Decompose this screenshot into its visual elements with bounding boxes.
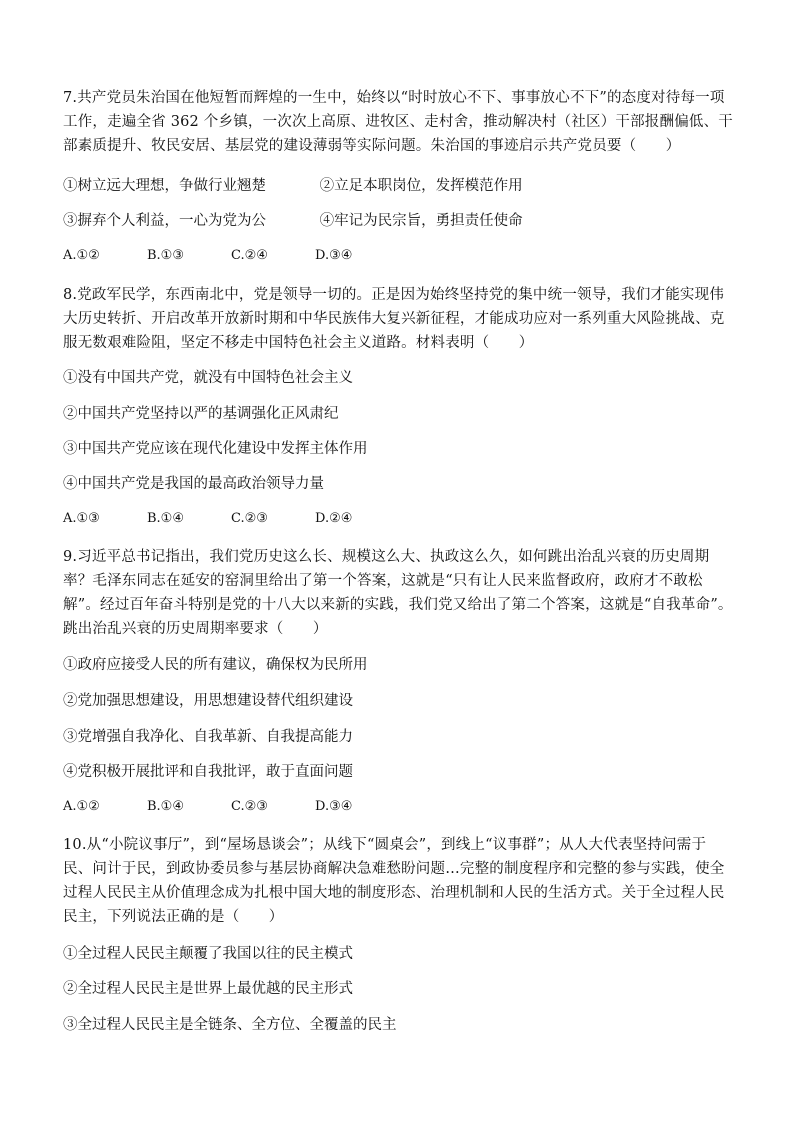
question-8-choice-a: A.①③ bbox=[63, 511, 100, 526]
question-9-stem: 9.习近平总书记指出，我们党历史这么长、规模这么大、执政这么久，如何跳出治乱兴衰的历史周期率？毛泽东同志在延安的窑洞里给出了第一个答案，这就是“只有让人民来监督政府，政府才不敢松解”。经过百年奋斗特别是党的十八大以来新的实践，我们党又给出了第二个答案，这就是“自我革命”。跳出治乱兴衰的历史周期率要求（ ） bbox=[63, 549, 733, 637]
question-7-choice-c: C.②④ bbox=[231, 248, 268, 263]
question-9-choice-b: B.①④ bbox=[147, 799, 184, 814]
question-9-choice-c: C.②③ bbox=[231, 799, 268, 814]
question-7-items-row-2 bbox=[63, 211, 523, 231]
question-10-item-2: ②全过程人民民主是世界上最优越的民主形式 bbox=[63, 981, 353, 997]
question-9-choices bbox=[63, 797, 399, 817]
question-7-items-row-1 bbox=[63, 176, 523, 196]
question-7-choice-a: A.①② bbox=[63, 248, 100, 263]
question-10-item-3: ③全过程人民民主是全链条、全方位、全覆盖的民主 bbox=[63, 1017, 397, 1033]
question-8-choice-d: D.②④ bbox=[315, 511, 353, 526]
question-9-choice-d: D.③④ bbox=[315, 799, 353, 814]
question-9-item-3: ③党增强自我净化、自我革新、自我提高能力 bbox=[63, 729, 353, 745]
question-7-item-2: ②立足本职岗位，发挥模范作用 bbox=[319, 178, 523, 194]
question-8-item-2: ②中国共产党坚持以严的基调强化正风肃纪 bbox=[63, 406, 339, 422]
question-7-choices bbox=[63, 246, 399, 266]
question-8-choices bbox=[63, 509, 399, 529]
question-8-stem: 8.党政军民学，东西南北中，党是领导一切的。正是因为始终坚持党的集中统一领导，我们才能实现伟大历史转折、开启改革开放新时期和中华民族伟大复兴新征程，才能成功应对一系列重大风险挑战、克服无数艰难险阻，坚定不移走中国特色社会主义道路。材料表明（ ） bbox=[63, 287, 725, 351]
question-9-item-2: ②党加强思想建设，用思想建设替代组织建设 bbox=[63, 693, 353, 709]
question-8-item-1: ①没有中国共产党，就没有中国特色社会主义 bbox=[63, 370, 353, 386]
question-9-item-1: ①政府应接受人民的所有建议，确保权为民所用 bbox=[63, 657, 368, 673]
question-7-item-4: ④牢记为民宗旨，勇担责任使命 bbox=[319, 213, 523, 229]
question-9-choice-a: A.①② bbox=[63, 799, 100, 814]
question-8-item-3: ③中国共产党应该在现代化建设中发挥主体作用 bbox=[63, 441, 368, 457]
question-7-choice-b: B.①③ bbox=[147, 248, 184, 263]
question-8-choice-b: B.①④ bbox=[147, 511, 184, 526]
question-7-item-3: ③摒弃个人利益，一心为党为公 bbox=[63, 213, 266, 229]
question-10-stem: 10.从“小院议事厅”，到“屋场恳谈会”；从线下“圆桌会”，到线上“议事群”；从人大代表坚持问需于民、问计于民，到政协委员参与基层协商解决急难愁盼问题…完整的制度程序和完整的参与实践，使全过程人民民主从价值理念成为扎根中国大地的制度形态、治理机制和人民的生活方式。关于全过程人民民主，下列说法正确的是（ ） bbox=[63, 837, 725, 925]
question-8-item-4: ④中国共产党是我国的最高政治领导力量 bbox=[63, 476, 324, 492]
question-7-stem: 7.共产党员朱治国在他短暂而辉煌的一生中，始终以“时时放心不下、事事放心不下”的态度对待每一项工作，走遍全省 362 个乡镇，一次次上高原、进牧区、走村舍，推动解决村（社区）干部报酬偏低、干部素质提升、牧民安居、基层党的建设薄弱等实际问题。朱治国的事迹启示共产党员要（ ） bbox=[63, 90, 733, 154]
question-10-item-1: ①全过程人民民主颠覆了我国以往的民主模式 bbox=[63, 946, 353, 962]
question-9-item-4: ④党积极开展批评和自我批评，敢于直面问题 bbox=[63, 764, 353, 780]
question-7-item-1: ①树立远大理想，争做行业翘楚 bbox=[63, 178, 266, 194]
question-7-choice-d: D.③④ bbox=[315, 248, 353, 263]
question-8-choice-c: C.②③ bbox=[231, 511, 268, 526]
